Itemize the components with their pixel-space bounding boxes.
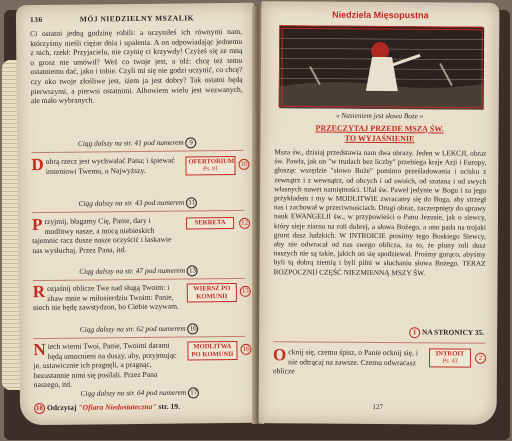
- offertory-number: 10: [238, 159, 249, 170]
- offertory-body: obrą rzecz jest wychwalać Pana; i śpiewać imieniowi Twemu, o Najwyższy.: [45, 155, 175, 176]
- secret-ref: [33, 265, 245, 278]
- introit-badge-psalm: Ps. 43: [442, 358, 458, 365]
- divider: [33, 278, 245, 281]
- secret-badge: [186, 217, 234, 229]
- right-page: [259, 1, 500, 425]
- offertory-badge: [185, 156, 235, 176]
- divider: [31, 150, 243, 153]
- secret-ref-text: Ciąg dalszy na str. 47 pod numerem: [79, 265, 186, 276]
- right-page-title: Niedziela Mięsopustna: [332, 9, 429, 21]
- postcommunion-badge: [187, 341, 237, 361]
- postcommunion-ref-number: 17: [188, 387, 199, 398]
- left-page-number: 136: [29, 14, 43, 25]
- left-running-head: [29, 13, 244, 25]
- explanation-ref-text: NA STRONICY 35.: [421, 327, 485, 337]
- postcommunion-ref: [34, 387, 246, 400]
- footer-prefix: Odczytaj: [46, 402, 77, 413]
- footer-title: "Ofiara Niedostateczna": [78, 402, 157, 412]
- offertory-ref-text: Ciąg dalszy na str. 43 pod numerem: [78, 197, 185, 208]
- drop-cap: N: [33, 339, 46, 360]
- drop-cap: O: [272, 345, 287, 365]
- communion-verse-body: ozjaśnij oblicze Twe nad sługą Twoim: i zbaw mnie w miłosierdziu Twoim: Panie, niech nie będę zawstydzon, bo Ciebie wzywam.: [32, 282, 179, 313]
- introit-badge: [429, 348, 471, 367]
- introit-badge-label: INTROIT: [435, 350, 465, 358]
- left-header-title: MÓJ NIEDZIELNY MSZALIK: [79, 13, 195, 24]
- engraving-caption: « Nasieniem jest słowo Boże »: [336, 111, 424, 121]
- offertory-ref-number: 11: [186, 197, 197, 208]
- drop-cap: R: [32, 281, 46, 302]
- offertory-badge-psalm: Ps. 91: [202, 165, 219, 172]
- offertory-ref: [32, 197, 244, 210]
- introit-number: 2: [475, 353, 486, 364]
- secret-text: [32, 216, 180, 256]
- footer-number: 18: [34, 403, 45, 414]
- sower-engraving: [279, 25, 484, 108]
- communion-verse-ref-text: Ciąg dalszy na str. 62 pod numerem: [79, 323, 186, 334]
- secret-badge-label: SEKRETA: [194, 219, 226, 227]
- explanation-ref: [409, 327, 489, 339]
- drop-cap: P: [32, 214, 43, 235]
- secret-ref-number: 13: [187, 265, 198, 276]
- secret-number: 12: [239, 218, 250, 229]
- intro-paragraph: Ci ostatni jedną godzinę robili: a uczyniłeś ich równymi nam, którzyśmy nieśli ciężar dnia i upalenia. A on odpowiadając jednemu z nich, rzekł: Przyjacielu, nie czynię ci krzywdy! Czyżeś się ze mną o grosz nie umówił? Weź co twoje jest, a idź: chcę też temu ostatniemu dać, jako i tobie. Czyli mi się nie godzi uczynić, co chcę? czy oko twoje złośliwe jest, iżem ja jest dobry? Tak ostatni będą pierwszymi, a pierwsi ostatnimi. Albowiem wielu jest wezwanych, ale mało wybranych.: [30, 26, 243, 106]
- communion-verse-ref-number: 16: [188, 323, 199, 334]
- explanation-body: Msza św., dzisiaj przedstawia nam dwa obrazy. Jeden w LEKCJI, obraz św. Pawła, jak on "w trudach bez liczby" przebiega kraje Azji i Europy, głosząc wszędzie "słowo Boże" pomimo prześladowania i ucisku z zewnątrz i z wewnątrz, od obcych i od swoich, od szatana i od swych własnych nawet namiętności. Ufał św. Paweł jedynie w Bogu i za jego przykładem i my w MODLITWIE zwracamy się do Boga, aby strzegł nas i zachował w przeciwnościach. Drugi obraz, zaczerpnięty do sprawy nauk EWANGELII św., w przypowieści o Panu Jezusie, jak o siewcy, który sieje ziarno na roli dobrej, a słowa Bożego, a ono pada na trojaki grunt dusz ludzkich. W INTROICIE prosimy tego Boskiego Siewcy, aby nie odwracał od nas swego oblicza, za to, że plony roli dusz naszych nie są takie, jakich on się spodziewał. Prośmy gorąco, abyśmy byli tą dobrą ziemią i byli pilni w słuchaniu słowa Bożego. TERAZ ROZPOCZNIJ CZĘŚĆ NIEZMIENNĄ MSZY ŚW.: [273, 147, 487, 277]
- drop-cap: D: [31, 154, 44, 175]
- postcommunion-badge-label: MODLITWA PO KOMUNII: [191, 343, 234, 359]
- divider: [32, 210, 244, 213]
- postcommunion-number: 16: [240, 344, 251, 355]
- heading-line-2: TO WYJAŚNIENIE: [344, 133, 415, 144]
- divider: [273, 341, 485, 343]
- intro-reference: [31, 137, 243, 150]
- communion-verse-badge-label: WIERSZ PO KOMUNII: [193, 285, 231, 300]
- postcommunion-text: [33, 341, 181, 391]
- heading-line-1: PRZECZYTAJ PRZEDE MSZĄ ŚW.: [315, 123, 444, 134]
- intro-ref-number: 9: [186, 137, 197, 148]
- offertory-text: [31, 156, 179, 177]
- communion-verse-text: [33, 283, 181, 313]
- explanation-heading: [260, 123, 498, 145]
- introit-body: cknij się, czemu śpisz, o Panie ocknij się, i nie odtrącaj na zawsze. Czemu odwracasz oblicze: [272, 347, 418, 376]
- introit-text: [273, 347, 423, 377]
- communion-verse-badge: [187, 283, 237, 303]
- secret-body: rzyjmij, błagamy Cię, Panie, dary i modlitwy nasze, a mocą niebieskich tajemnic racz dusze nasze oczyścić i łaskawie nas wysłuchaj. Przez Pana, itd.: [32, 215, 172, 255]
- divider: [33, 336, 245, 339]
- explanation-ref-number: 1: [409, 327, 420, 338]
- communion-verse-ref: [33, 323, 245, 336]
- postcommunion-ref-text: Ciąg dalszy na str. 64 pod numerem: [80, 387, 187, 398]
- engraving-illustration: [280, 26, 485, 109]
- offertory-badge-label: OFERTORIUM: [188, 157, 235, 166]
- intro-ref-text: Ciąg dalszy na str. 41 pod numerem: [77, 137, 184, 148]
- right-page-number: 127: [372, 402, 383, 412]
- left-page: [16, 3, 258, 425]
- postcommunion-body: iech wierni Twoi, Panie, Twoimi darami będą umocnieni na duszy, aby, przyjmując je, ustawicznie ich pragnęli, a pragnąc, bezustannie nimi się posilali. Przez Pana naszego, itd.: [33, 340, 177, 390]
- footer-suffix: str. 19.: [158, 401, 181, 412]
- communion-verse-number: 15: [240, 286, 251, 297]
- left-footer: [34, 401, 248, 414]
